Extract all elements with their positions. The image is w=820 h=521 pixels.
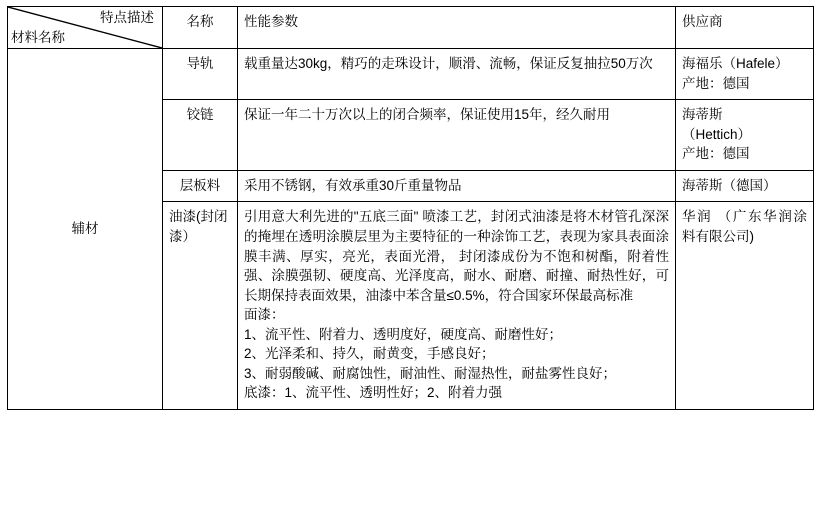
header-performance: 性能参数 <box>238 7 676 49</box>
header-material-label: 材料名称 <box>11 30 65 46</box>
row-supplier: 华润 （广东华润涂料有限公司) <box>676 202 814 410</box>
header-corner-cell <box>8 7 163 49</box>
row-name: 油漆(封闭漆） <box>163 202 238 410</box>
table-row <box>8 49 814 100</box>
row-supplier: 海福乐（Hafele） 产地：德国 <box>676 49 814 100</box>
category-cell: 辅材 <box>8 49 163 410</box>
header-supplier: 供应商 <box>676 7 814 49</box>
row-name: 层板料 <box>163 170 238 202</box>
row-name: 导轨 <box>163 49 238 100</box>
header-name: 名称 <box>163 7 238 49</box>
material-spec-table <box>7 6 814 410</box>
header-feature-label: 特点描述 <box>100 10 154 25</box>
row-name: 铰链 <box>163 100 238 171</box>
row-performance: 采用不锈钢，有效承重30斤重量物品 <box>238 170 676 202</box>
row-performance: 保证一年二十万次以上的闭合频率，保证使用15年，经久耐用 <box>238 100 676 171</box>
row-performance: 引用意大利先进的"五底三面" 喷漆工艺，封闭式油漆是将木材管孔深深的掩埋在透明涂膜层里为主要特征的一种涂饰工艺，表现为家具表面涂膜丰满、厚实，亮光，表面光滑， 封闭漆成份为不饱和树酯，附着性强、涂膜强韧、硬度高、光泽度高，耐水、耐磨、耐撞、耐热性好，可长期保持表面效果，油漆中苯含量≤0.5%，符合国家环保最高标准 面漆： 1、流平性、附着力、透明度好，硬度高、耐磨性好； 2、光泽柔和、持久，耐黄变，手感良好； 3、耐弱酸碱、耐腐蚀性，耐油性、耐湿热性，耐盐雾性良好； 底漆：1、流平性、透明性好；2、附着力强 <box>238 202 676 410</box>
row-supplier: 海蒂斯 （Hettich） 产地：德国 <box>676 100 814 171</box>
table-header-row <box>8 7 814 49</box>
row-performance: 载重量达30kg，精巧的走珠设计，顺滑、流畅，保证反复抽拉50万次 <box>238 49 676 100</box>
row-supplier: 海蒂斯（德国） <box>676 170 814 202</box>
